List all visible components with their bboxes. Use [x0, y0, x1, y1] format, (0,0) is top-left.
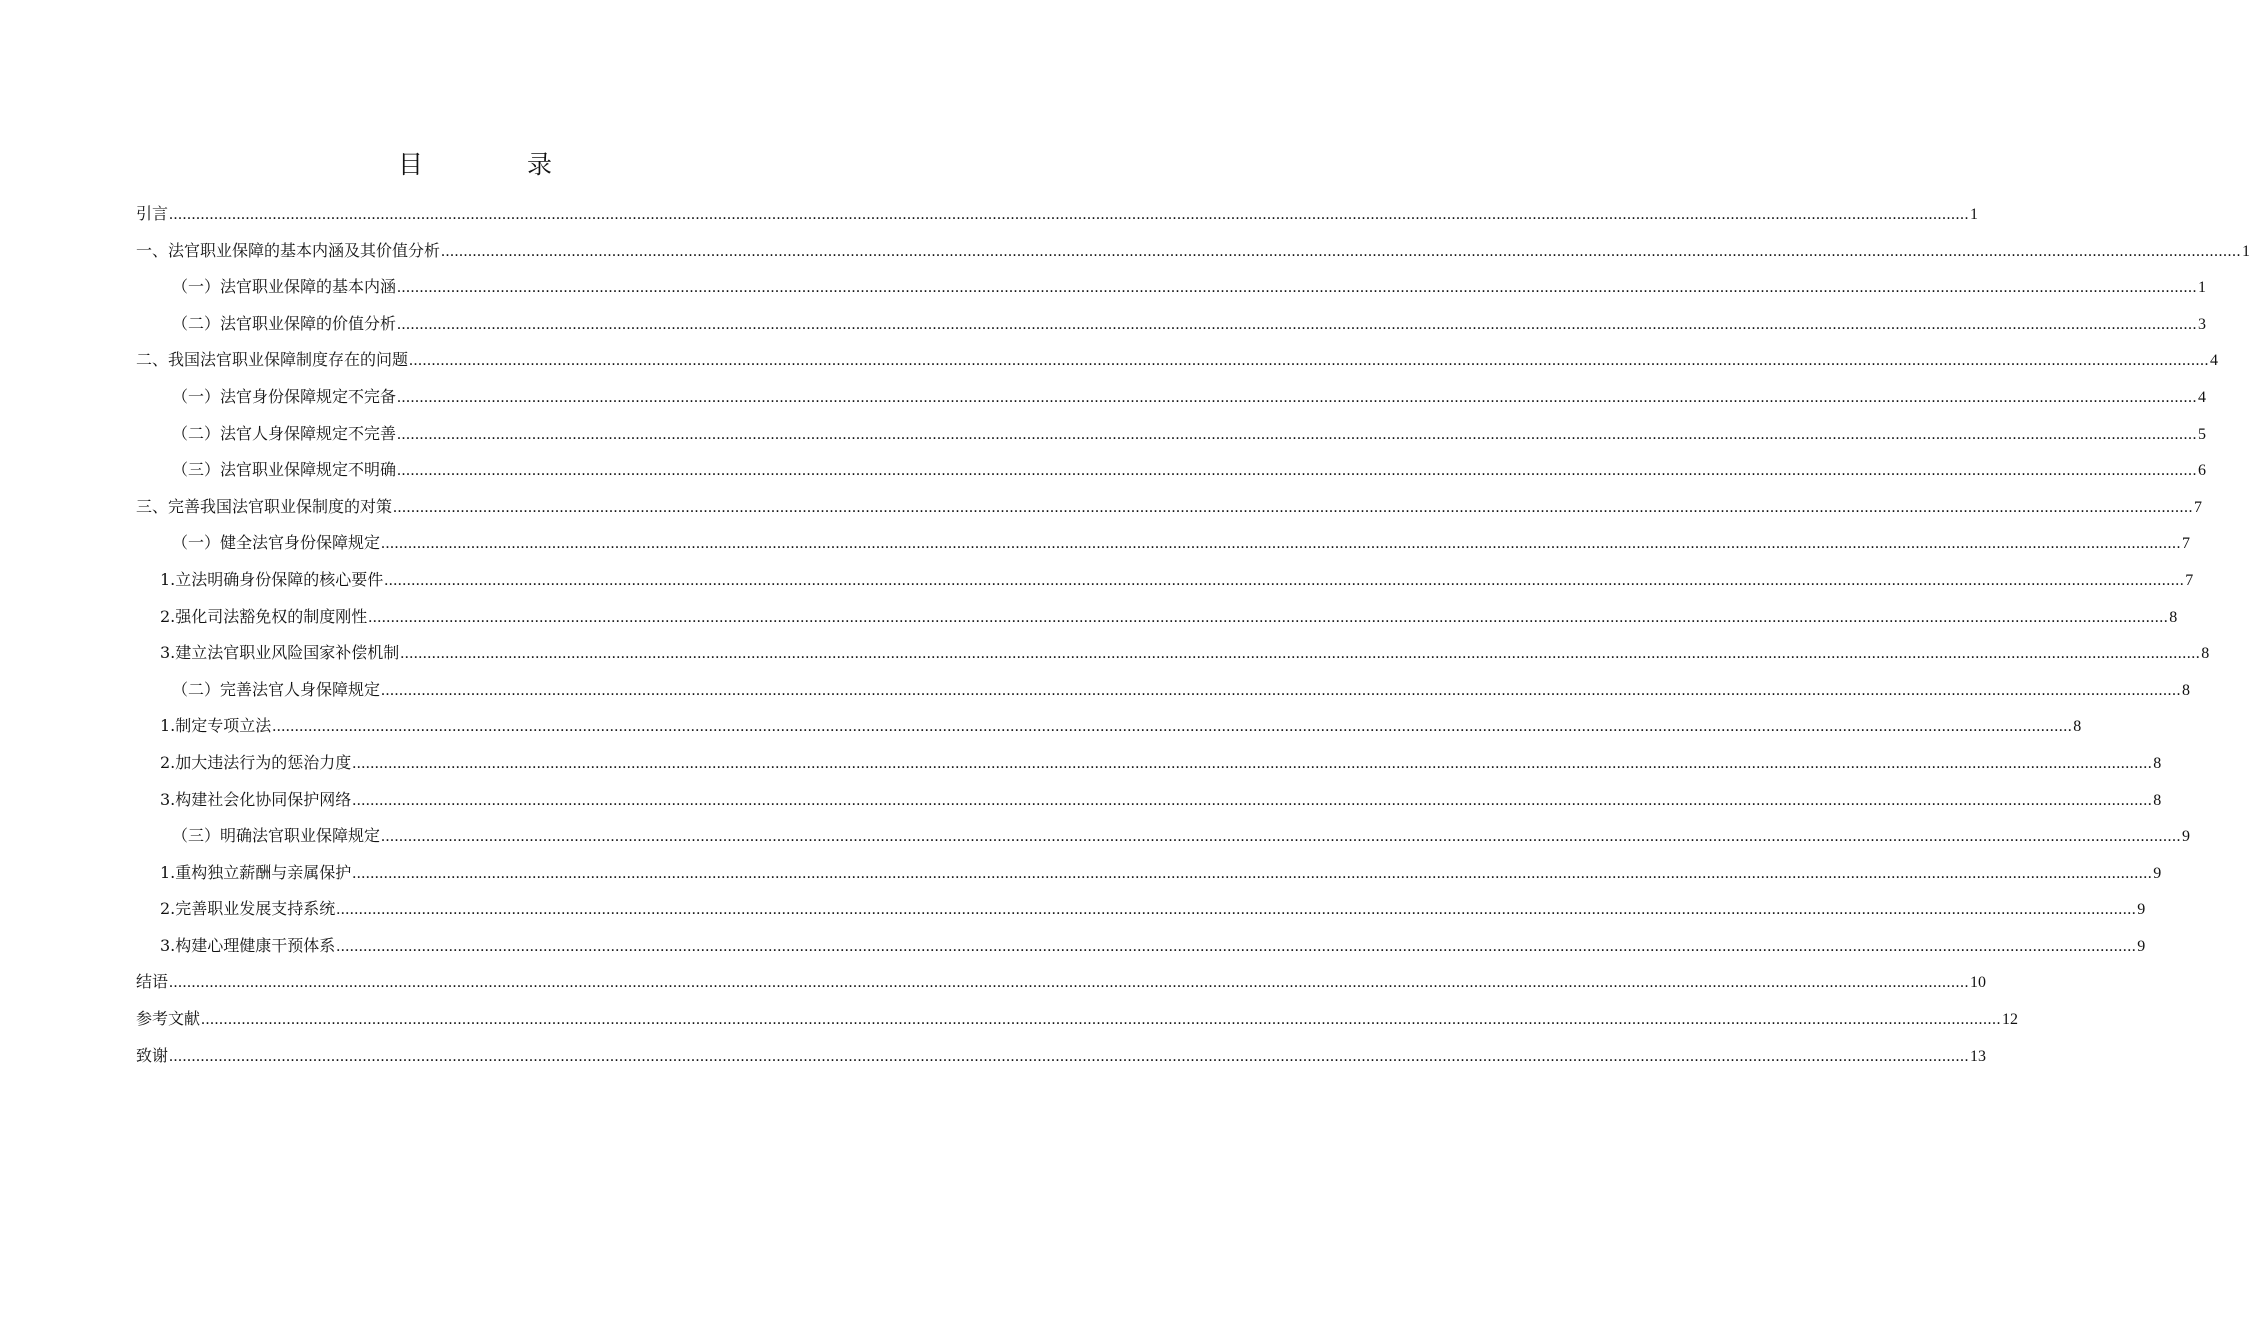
toc-entry-page-number: 8	[2182, 681, 2191, 699]
toc-entry-label: （一）法官职业保障的基本内涵	[172, 277, 397, 297]
toc-leader-dots: ................................................................................................................................................................................................................................................................................................................................................................................................................	[368, 608, 2169, 626]
toc-entry[interactable]	[136, 1042, 1987, 1079]
toc-entry[interactable]	[136, 566, 2194, 603]
toc-entry-page-number: 8	[2153, 791, 2162, 809]
toc-leader-dots: ................................................................................................................................................................................................................................................................................................................................................................................................................	[336, 937, 2137, 955]
toc-entry[interactable]	[136, 639, 2210, 676]
toc-leader-dots: ................................................................................................................................................................................................................................................................................................................................................................................................................	[352, 864, 2153, 882]
toc-entry-page-number: 9	[2153, 864, 2162, 882]
toc-leader-dots: ................................................................................................................................................................................................................................................................................................................................................................................................................	[352, 791, 2153, 809]
toc-leader-dots: ................................................................................................................................................................................................................................................................................................................................................................................................................	[397, 315, 2198, 333]
toc-title: 目 录	[398, 150, 600, 179]
toc-leader-dots: ................................................................................................................................................................................................................................................................................................................................................................................................................	[409, 352, 2210, 370]
toc-leader-dots: ................................................................................................................................................................................................................................................................................................................................................................................................................	[397, 425, 2198, 443]
toc-entry[interactable]	[136, 456, 2207, 493]
toc-leader-dots: ................................................................................................................................................................................................................................................................................................................................................................................................................	[169, 974, 1970, 992]
toc-entry-label: （一）法官身份保障规定不完备	[172, 386, 397, 406]
toc-entry[interactable]	[136, 420, 2207, 457]
toc-entry[interactable]	[136, 932, 2146, 969]
toc-entry-label: 1.制定专项立法	[160, 716, 272, 736]
toc-leader-dots: ................................................................................................................................................................................................................................................................................................................................................................................................................	[381, 681, 2182, 699]
toc-entry-label: 三、完善我国法官职业保制度的对策	[136, 496, 393, 516]
toc-entry-label: 引言	[136, 204, 169, 223]
toc-leader-dots: ................................................................................................................................................................................................................................................................................................................................................................................................................	[381, 535, 2182, 553]
toc-entry[interactable]	[136, 968, 1987, 1005]
toc-entry-page-number: 8	[2201, 645, 2210, 663]
toc-entry-page-number: 9	[2182, 828, 2191, 846]
toc-entry[interactable]	[136, 273, 2207, 310]
toc-leader-dots: ................................................................................................................................................................................................................................................................................................................................................................................................................	[397, 462, 2198, 480]
toc-entry-page-number: 4	[2198, 388, 2207, 406]
toc-entry[interactable]	[136, 712, 2082, 749]
toc-entry-label: 一、法官职业保障的基本内涵及其价值分析	[136, 240, 441, 260]
toc-entry-page-number: 13	[1970, 1047, 1987, 1065]
toc-entry-label: 2.加大违法行为的惩治力度	[160, 752, 352, 772]
toc-leader-dots: ................................................................................................................................................................................................................................................................................................................................................................................................................	[381, 828, 2182, 846]
toc-entry-label: 1.重构独立薪酬与亲属保护	[160, 862, 352, 882]
toc-entry[interactable]	[136, 529, 2191, 566]
toc-entry[interactable]	[136, 822, 2191, 859]
toc-leader-dots: ................................................................................................................................................................................................................................................................................................................................................................................................................	[397, 279, 2198, 297]
toc-entry[interactable]	[136, 895, 2146, 932]
toc-entry-label: （三）明确法官职业保障规定	[172, 826, 381, 846]
toc-leader-dots: ................................................................................................................................................................................................................................................................................................................................................................................................................	[393, 498, 2194, 516]
toc-entry[interactable]	[136, 603, 2178, 640]
toc-leader-dots: ................................................................................................................................................................................................................................................................................................................................................................................................................	[169, 1047, 1970, 1065]
toc-entry-page-number: 8	[2169, 608, 2178, 626]
toc-entry-label: 二、我国法官职业保障制度存在的问题	[136, 350, 409, 370]
toc-entry-label: （一）健全法官身份保障规定	[172, 533, 381, 553]
toc-entry[interactable]	[136, 200, 1979, 237]
toc-entry-label: 3.建立法官职业风险国家补偿机制	[160, 643, 400, 663]
toc-leader-dots: ................................................................................................................................................................................................................................................................................................................................................................................................................	[201, 1011, 2002, 1029]
toc-entry[interactable]	[136, 310, 2207, 347]
toc-entry-label: 1.立法明确身份保障的核心要件	[160, 569, 384, 589]
toc-entry[interactable]	[136, 859, 2162, 896]
toc-entry-label: （二）法官人身保障规定不完善	[172, 423, 397, 443]
toc-entry-page-number: 5	[2198, 425, 2207, 443]
toc-entry-label: 结语	[136, 972, 169, 992]
toc-leader-dots: ................................................................................................................................................................................................................................................................................................................................................................................................................	[441, 242, 2242, 260]
toc-entry-page-number: 7	[2194, 498, 2203, 516]
toc-entry[interactable]	[136, 676, 2191, 713]
toc-entry-page-number: 1	[1970, 206, 1979, 223]
toc-leader-dots: ................................................................................................................................................................................................................................................................................................................................................................................................................	[397, 388, 2198, 406]
toc-entry-page-number: 8	[2153, 754, 2162, 772]
toc-entry[interactable]	[136, 493, 2203, 530]
toc-entry-label: 2.强化司法豁免权的制度刚性	[160, 606, 368, 626]
toc-entry-page-number: 10	[1970, 974, 1987, 992]
toc-entry-label: （三）法官职业保障规定不明确	[172, 460, 397, 480]
toc-entry[interactable]	[136, 383, 2207, 420]
toc-leader-dots: ................................................................................................................................................................................................................................................................................................................................................................................................................	[400, 645, 2201, 663]
toc-entry[interactable]	[136, 749, 2162, 786]
toc-entry-label: 致谢	[136, 1045, 169, 1065]
toc-entry-label: 2.完善职业发展支持系统	[160, 899, 336, 919]
toc-leader-dots: ................................................................................................................................................................................................................................................................................................................................................................................................................	[272, 718, 2073, 736]
toc-entry-page-number: 7	[2182, 535, 2191, 553]
toc-entry-page-number: 4	[2210, 352, 2219, 370]
toc-entry[interactable]	[136, 346, 2219, 383]
toc-entry-label: （二）法官职业保障的价值分析	[172, 313, 397, 333]
toc-entry-page-number: 3	[2198, 315, 2207, 333]
toc-entry[interactable]	[136, 1005, 2019, 1042]
toc-entry-page-number: 9	[2137, 901, 2146, 919]
toc-entry-page-number: 6	[2198, 462, 2207, 480]
toc-entry-label: 3.构建社会化协同保护网络	[160, 789, 352, 809]
table-of-contents	[136, 200, 2250, 1078]
toc-entry-label: （二）完善法官人身保障规定	[172, 679, 381, 699]
toc-entry-page-number: 8	[2073, 718, 2082, 736]
toc-entry-label: 参考文献	[136, 1009, 201, 1029]
toc-entry-page-number: 1	[2242, 242, 2250, 260]
toc-leader-dots: ................................................................................................................................................................................................................................................................................................................................................................................................................	[336, 901, 2137, 919]
toc-entry-page-number: 12	[2002, 1011, 2019, 1029]
toc-leader-dots: ................................................................................................................................................................................................................................................................................................................................................................................................................	[352, 754, 2153, 772]
toc-entry-page-number: 1	[2198, 279, 2207, 297]
toc-entry[interactable]	[136, 786, 2162, 823]
toc-entry-page-number: 9	[2137, 937, 2146, 955]
toc-entry-label: 3.构建心理健康干预体系	[160, 935, 336, 955]
toc-entry[interactable]	[136, 237, 2250, 274]
toc-entry-page-number: 7	[2185, 571, 2194, 589]
toc-leader-dots: ................................................................................................................................................................................................................................................................................................................................................................................................................	[169, 206, 1970, 223]
toc-leader-dots: ................................................................................................................................................................................................................................................................................................................................................................................................................	[384, 571, 2185, 589]
